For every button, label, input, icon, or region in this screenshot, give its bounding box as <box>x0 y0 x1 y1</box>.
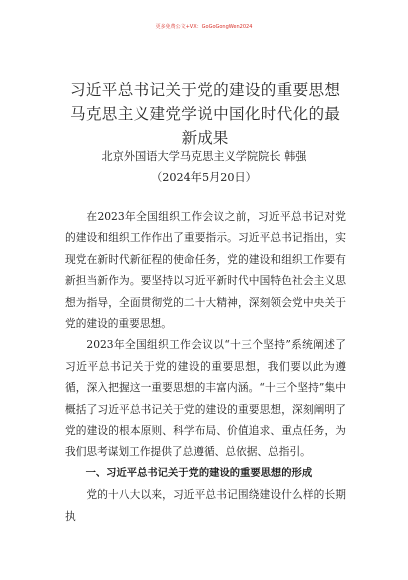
date-line: （2024年5月20日） <box>151 171 257 184</box>
section-heading: 一、习近平总书记关于党的建设的重要思想的形成 <box>85 466 313 479</box>
document-title: 习近平总书记关于党的建设的重要思想 马克思主义建党学说中国化时代化的最新成果 <box>70 81 340 147</box>
body-paragraph: 党的十八大以来，习近平总书记围绕建设什么样的长期执 <box>65 488 346 523</box>
document-body <box>65 206 346 527</box>
body-paragraph: 在2023年全国组织工作会议之前，习近平总书记对党的建设和组织工作作出了重要指示。习近平总书记指出，实现党在新时代新征程的使命任务，党的建设和组织工作要有新担当新作为。要坚持以习近平新时代中国特色社会主义思想为指导，全面贯彻党的二十大精神，深刻领会党中央关于党的建设的重要思想。 <box>65 210 346 331</box>
body-paragraph: 2023年全国组织工作会议以“十三个坚持”系统阐述了习近平总书记关于党的建设的重要思想，我们要以此为遵循，深入把握这一重要思想的丰富内涵。“十三个坚持”集中概括了习近平总书记关于党的建设的重要思想，深刻阐明了党的建设的根本原则、科学布局、价值追求、重点任务，为我们思考谋划工作提供了总遵循、总依据、总指引。 <box>65 338 346 459</box>
watermark-text: 更多免费公文+VX：GoGoGongWen2024 <box>155 24 253 30</box>
author-line: 北京外国语大学马克思主义学院院长 韩强 <box>101 150 307 163</box>
